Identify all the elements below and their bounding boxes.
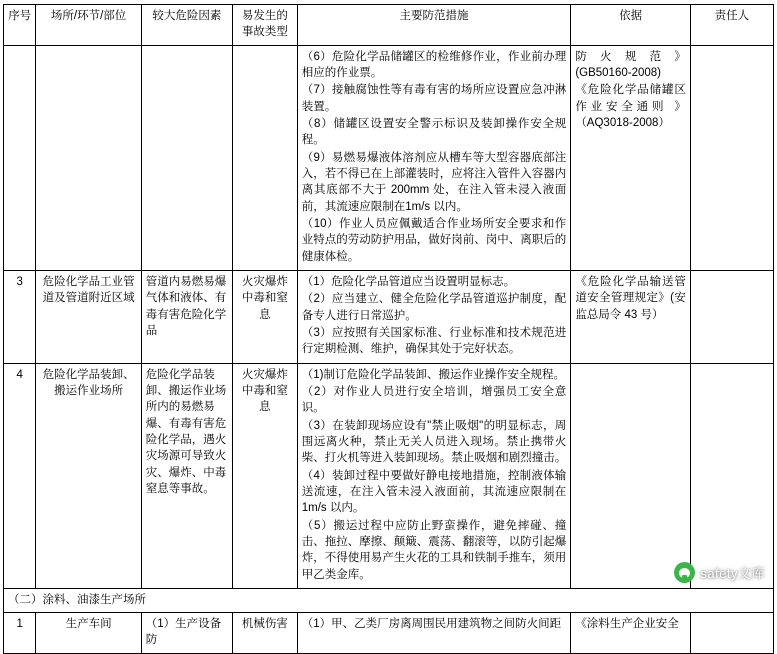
cell-risk	[141, 45, 232, 270]
wechat-logo-icon	[674, 562, 695, 583]
basis-item: 《危险化学品储罐区作业安全通则 》（AQ3018-2008）	[575, 84, 686, 129]
watermark-label: safety文库	[700, 566, 765, 581]
table-header-row	[4, 5, 774, 46]
section-heading-row	[4, 588, 774, 612]
measure-item: （1）甲、乙类厂房离周围民用建筑物之间防火间距	[301, 618, 562, 631]
table-row	[4, 45, 774, 270]
cell-seq: 1	[4, 613, 36, 654]
measure-item: （10）作业人员应佩戴适合作业场所安全要求和作业特点的劳动防护用品，做好岗前、岗中、离职后的健康体检。	[301, 217, 567, 263]
cell-basis	[571, 363, 691, 588]
measure-item: （1）危险化学品管道应当设置明显标志。	[301, 275, 516, 288]
header-place: 场所/环节/部位	[36, 5, 141, 46]
header-responsible: 责任人	[690, 5, 773, 46]
measure-item: （4）装卸过程中要做好静电接地措施，控制液体输送流速，在注入管未浸入液面前，其流速应限制在1m/s 以内。	[301, 469, 567, 515]
table-row	[4, 270, 774, 363]
basis-item: 防火规范》(GB50160-2008)	[575, 50, 686, 79]
cell-seq: 4	[4, 363, 36, 588]
cell-measures	[297, 613, 571, 654]
table-row	[4, 613, 774, 654]
header-accident: 易发生的事故类型	[232, 5, 297, 46]
header-seq: 序号	[4, 5, 36, 46]
cell-responsible	[690, 363, 773, 588]
hazard-control-table	[3, 4, 774, 654]
cell-accident: 机械伤害	[232, 613, 297, 654]
measure-item: （2）对作业人员进行安全培训，增强员工安全意识。	[301, 385, 567, 415]
cell-accident: 火灾爆炸中毒和窒息	[232, 363, 297, 588]
cell-responsible	[690, 613, 773, 654]
cell-basis	[571, 45, 691, 270]
cell-risk: （1）生产设备防	[141, 613, 232, 654]
cell-risk: 危险化学品装卸、搬运作业场所内的易燃易爆、有毒有害危险化学品，遇火灾场源可导致火灾、爆炸、中毒窒息等事故。	[141, 363, 232, 588]
cell-responsible	[690, 270, 773, 363]
measure-item: （2）应当建立、健全危险化学品管道巡护制度，配备专人进行日常巡护。	[301, 293, 567, 322]
section-title: （二）涂料、油漆生产场所	[4, 588, 774, 612]
cell-seq	[4, 45, 36, 270]
cell-measures	[297, 270, 571, 363]
cell-basis	[571, 613, 691, 654]
basis-item: 《危险化学品输送管道安全管理规定》(安监总局令 43 号）	[575, 275, 686, 321]
cell-seq: 3	[4, 270, 36, 363]
cell-measures	[297, 363, 571, 588]
measure-item: （7）接触腐蚀性等有毒有害的场所应设置应急冲淋装置。	[301, 84, 567, 113]
measure-item: （9）易燃易爆液体溶剂应从槽车等大型容器底部注入，若不得已在上部灌装时，应将注入管件入容器内离其底部不大于 200mm 处，在注入管未浸入液面前，其流速应限制在1m/s 以内。	[301, 151, 567, 213]
cell-place: 生产车间	[36, 613, 141, 654]
cell-basis	[571, 270, 691, 363]
header-basis: 依据	[571, 5, 691, 46]
cell-place	[36, 45, 141, 270]
header-measures: 主要防范措施	[297, 5, 571, 46]
cell-measures	[297, 45, 571, 270]
cell-responsible	[690, 45, 773, 270]
cell-place: 危险化学品装卸、搬运作业场所	[36, 363, 141, 588]
measure-item: （1)制订危险化学品装卸、搬运作业操作安全规程。	[301, 368, 565, 381]
cell-risk: 管道内易燃易爆气体和液体、有毒有害危险化学品	[141, 270, 232, 363]
cell-accident	[232, 45, 297, 270]
measure-item: （8）储罐区设置安全警示标识及装卸操作安全规程。	[301, 117, 567, 147]
cell-place: 危险化学品工业管道及管道附近区域	[36, 270, 141, 363]
watermark	[670, 560, 769, 585]
measure-item: （5）搬运过程中应防止野蛮操作，避免摔碰、撞击、拖拉、摩擦、颠簸、震荡、翻滚等，以防引起爆炸，不得使用易产生火花的工具和铁制手推车，须用甲乙类金库。	[301, 519, 567, 581]
cell-accident: 火灾爆炸中毒和窒息	[232, 270, 297, 363]
measure-item: （3）应按照有关国家标准、行业标准和技术规范进行定期检测、维护，确保其处于完好状态。	[301, 326, 567, 356]
measure-item: （3）在装卸现场应设有"禁止吸烟"的明显标志，周围远离火种，禁止无关人员进入现场。禁止携带火柴、打火机等进入装卸现场。禁止吸烟和剧烈撞击。	[301, 419, 567, 465]
table-row	[4, 363, 774, 588]
header-risk: 较大危险因素	[141, 5, 232, 46]
basis-item: 《涂料生产企业安全	[575, 618, 679, 631]
measure-item: （6）危险化学品储罐区的检维修作业，作业前办理相应的作业票。	[301, 50, 567, 79]
